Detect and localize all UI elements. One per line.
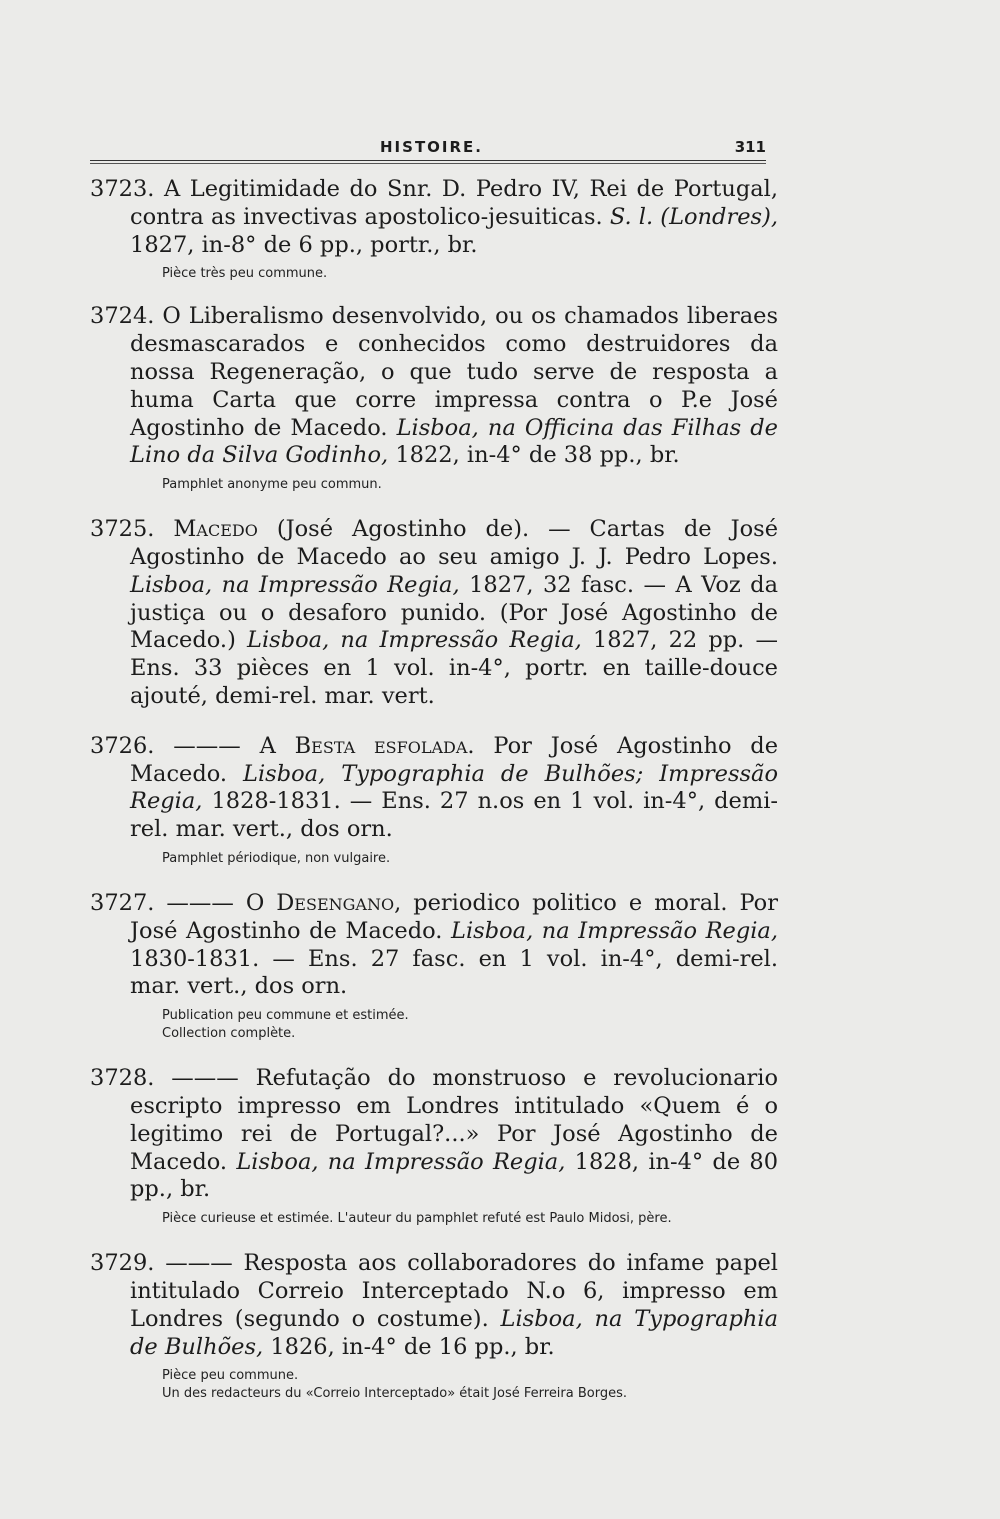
- entry-title: A Legitimidade do Snr. D. Pedro IV, Rei de Portugal, contra as invectivas apostolico-jesuiticas.: [130, 176, 778, 230]
- entry-title: Por José Agostinho de Macedo.: [130, 732, 779, 787]
- entry-imprint: Lisboa, na Officina das Filhas de Lino da Silva Godinho,: [130, 414, 778, 469]
- entry-note: Pièce peu commune.: [162, 1368, 299, 1384]
- entry-imprint: Lisboa, na Impressão Regia,: [130, 571, 460, 598]
- header-rule-thin: [90, 163, 766, 164]
- entry-title: Resposta aos collaboradores do infame papel intitulado Correio Interceptado N.o 6, impresso em Londres (segundo o costume).: [130, 1250, 778, 1332]
- entry-number: 3723.: [90, 176, 155, 202]
- entry-3726: [90, 733, 778, 868]
- entry-details: 1827, in-8° de 6 pp., portr., br.: [130, 231, 478, 258]
- entry-details-2: 1827, 22 pp. — Ens. 33 pièces en 1 vol. in-4°, portr. en taille-douce ajouté, demi-rel. mar. vert.: [130, 627, 778, 709]
- entry-note: Pièce très peu commune.: [162, 266, 328, 282]
- catalogue-entries: [90, 176, 778, 1403]
- page-number: 311: [734, 138, 766, 156]
- entry-author: Macedo: [173, 516, 258, 543]
- entry-note-2: Collection complète.: [162, 1026, 296, 1042]
- entry-imprint: Lisboa, na Impressão Regia,: [451, 917, 778, 944]
- entry-number: 3724.: [90, 303, 155, 330]
- entry-heading: O Desengano,: [245, 889, 402, 916]
- entry-note-2: Un des redacteurs du «Correio Interceptado» était José Ferreira Borges.: [162, 1386, 628, 1402]
- entry-details: 1828-1831. — Ens. 27 n.os en 1 vol. in-4°, demi-rel. mar. vert., dos orn.: [130, 788, 778, 843]
- entry-number: 3725.: [90, 516, 155, 543]
- entry-imprint: Lisboa, na Typographia de Bulhões,: [130, 1305, 778, 1360]
- entry-title: Refutação do monstruoso e revolucionario escripto impresso em Londres intitulado «Quem é o legitimo rei de Portugal?...» Por José Agostinho de Macedo.: [130, 1065, 779, 1175]
- entry-3728: [90, 1065, 778, 1228]
- entry-imprint-2: Lisboa, na Impressão Regia,: [247, 627, 582, 654]
- ditto-dash: ———: [165, 1250, 233, 1277]
- entry-number: 3726.: [90, 732, 155, 759]
- entry-imprint: S. l. (Londres),: [609, 203, 778, 230]
- entry-3723: [90, 176, 778, 283]
- entry-3727: [90, 890, 778, 1043]
- running-title: HISTOIRE.: [380, 138, 483, 156]
- entry-details: 1828, in-4° de 80 pp., br.: [130, 1148, 779, 1203]
- running-header: [90, 138, 766, 160]
- ditto-dash: ———: [173, 732, 241, 759]
- entry-title: periodico politico e moral. Por José Agostinho de Macedo.: [130, 889, 778, 944]
- entry-3729: [90, 1250, 778, 1403]
- entry-number: 3729.: [90, 1250, 155, 1277]
- entry-3724: [90, 303, 778, 494]
- entry-title: (José Agostinho de). — Cartas de José Agostinho de Macedo ao seu amigo J. J. Pedro Lopes.: [130, 516, 779, 570]
- header-rule: [90, 160, 766, 161]
- entry-number: 3728.: [90, 1065, 155, 1092]
- entry-details: 1822, in-4° de 38 pp., br.: [395, 442, 680, 469]
- entry-imprint: Lisboa, na Impressão Regia,: [236, 1148, 566, 1175]
- entry-imprint: Lisboa, Typographia de Bulhões; Impressão Regia,: [130, 760, 778, 815]
- entry-heading: A Besta esfolada.: [259, 732, 475, 759]
- entry-note: Pièce curieuse et estimée. L'auteur du pamphlet refuté est Paulo Midosi, père.: [162, 1211, 672, 1227]
- entry-note: Publication peu commune et estimée.: [162, 1008, 409, 1024]
- entry-note: Pamphlet périodique, non vulgaire.: [162, 850, 391, 866]
- ditto-dash: ———: [166, 889, 234, 916]
- entry-3725: [90, 516, 778, 711]
- entry-number: 3727.: [90, 889, 155, 916]
- entry-title: O Liberalismo desenvolvido, ou os chamados liberaes desmascarados e conhecidos como destruidores da nossa Regeneração, o que tudo serve de resposta a huma Carta que corre impressa contra o P.e José Agostinho de Macedo.: [130, 303, 779, 441]
- entry-details: 1827, 32 fasc. — A Voz da justiça ou o desaforo punido. (Por José Agostinho de Macedo.): [130, 571, 778, 654]
- entry-details: 1826, in-4° de 16 pp., br.: [270, 1333, 555, 1360]
- entry-details: 1830-1831. — Ens. 27 fasc. en 1 vol. in-4°, demi-rel. mar. vert., dos orn.: [130, 945, 778, 1000]
- ditto-dash: ———: [171, 1065, 239, 1092]
- entry-note: Pamphlet anonyme peu commun.: [162, 477, 382, 493]
